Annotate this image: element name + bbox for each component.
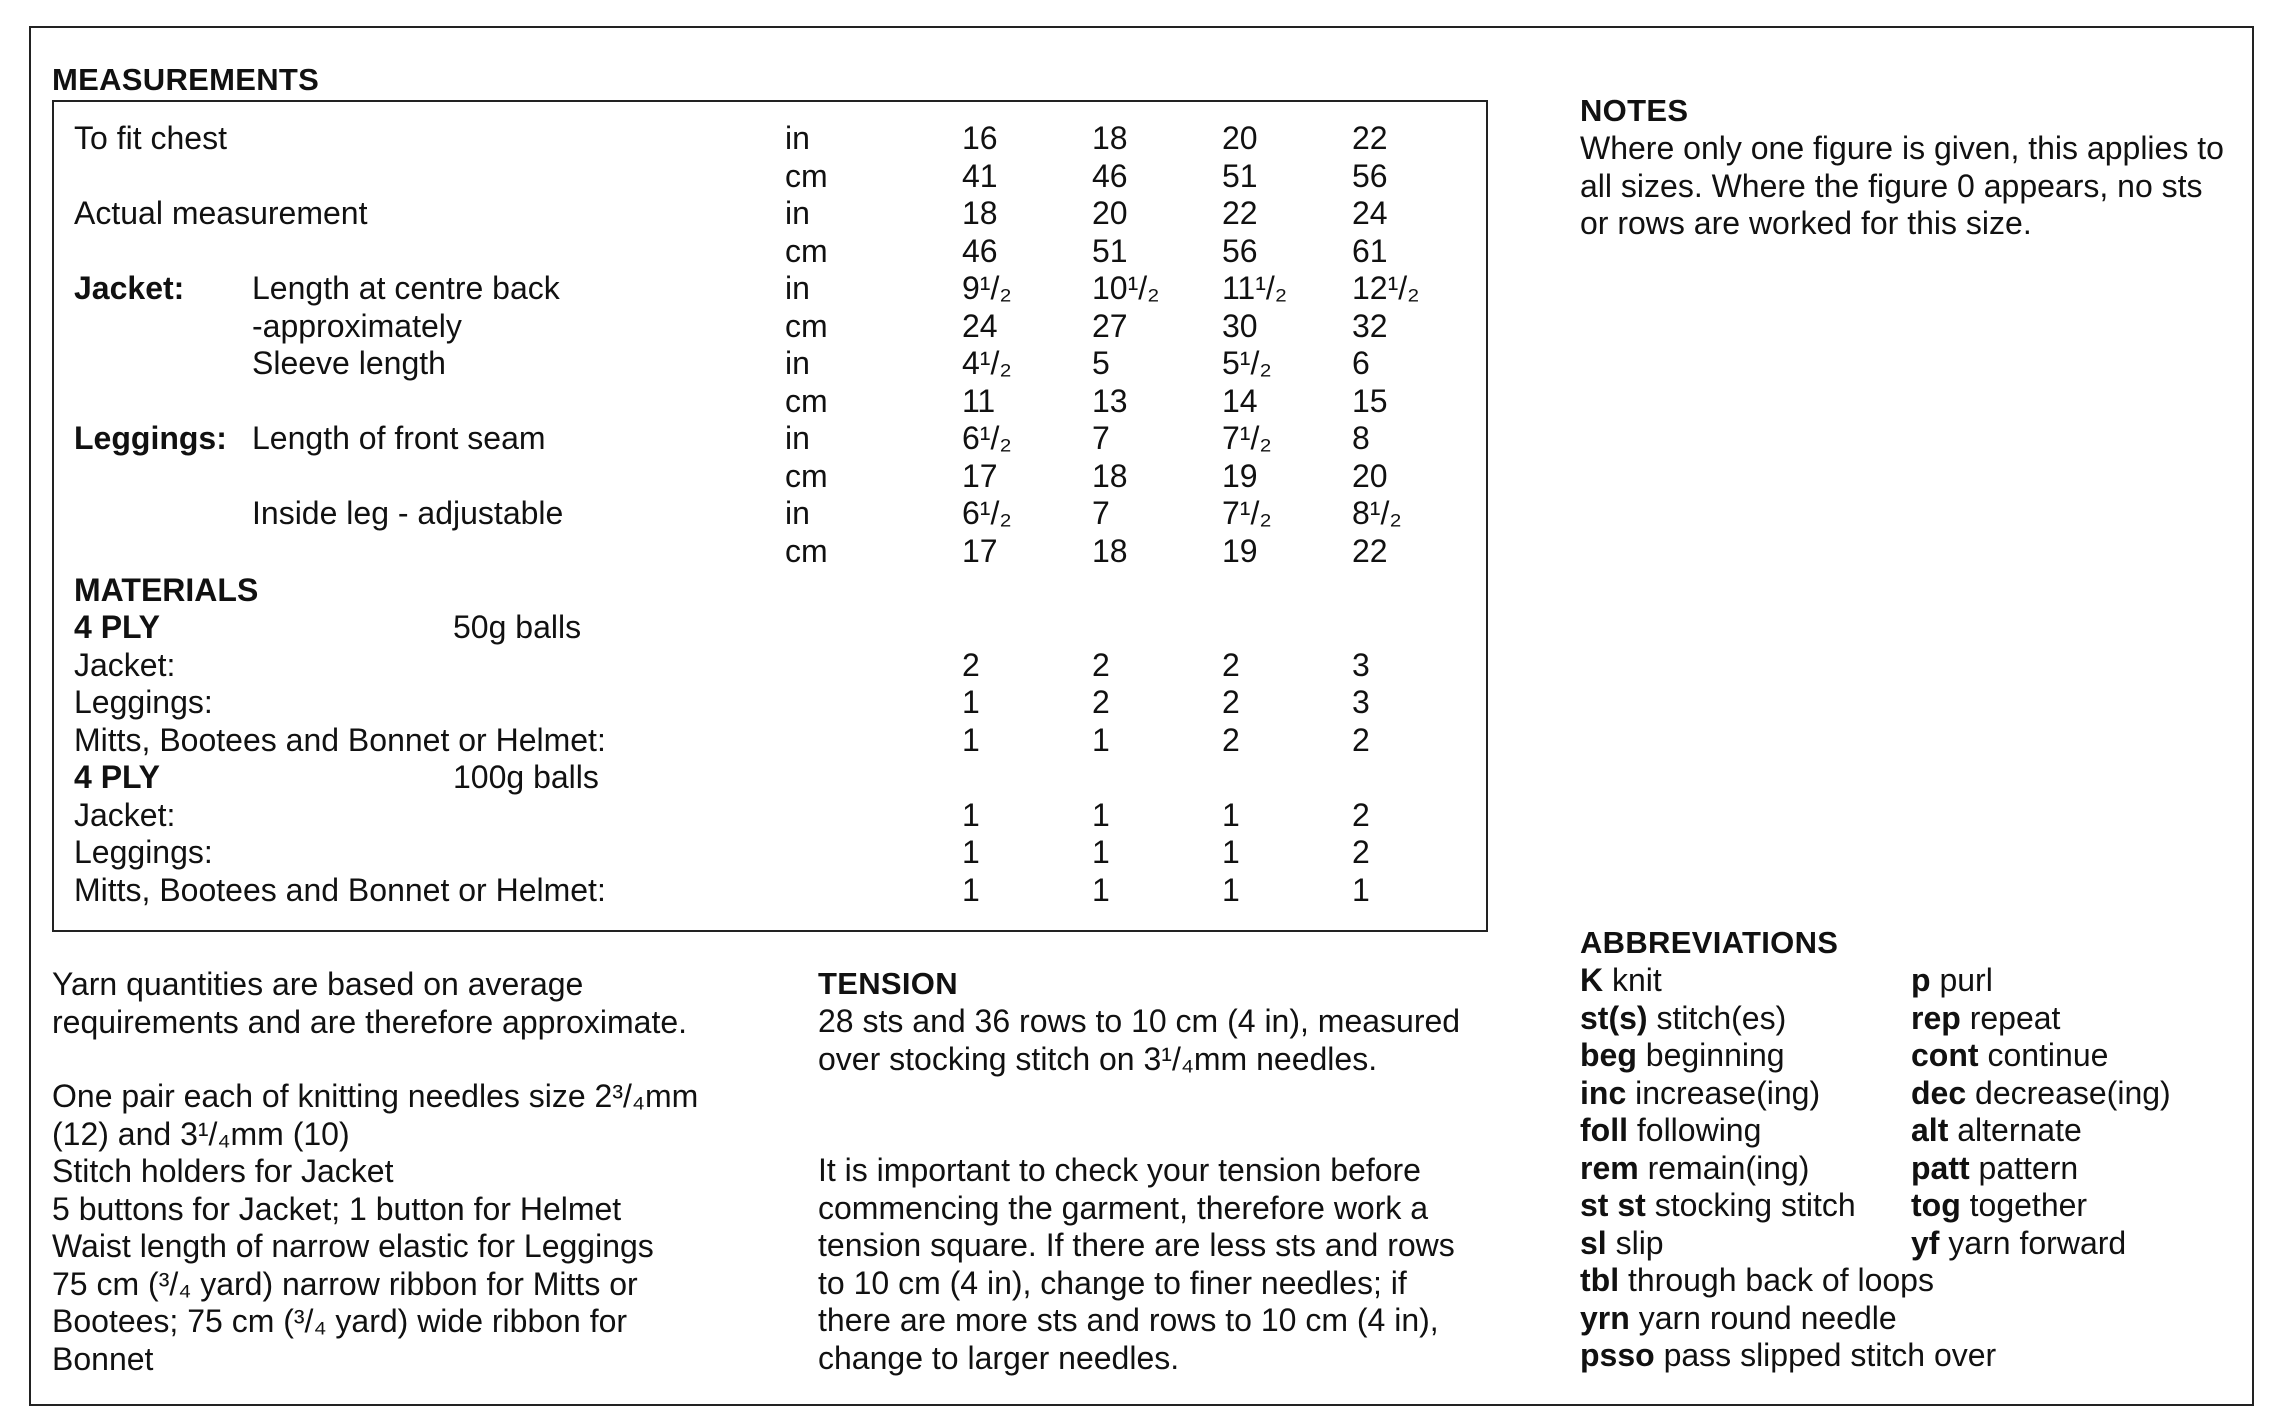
measurement-value: 19 bbox=[1222, 457, 1258, 494]
measurement-value: 19 bbox=[1222, 532, 1258, 569]
equipment-line: Bootees; 75 cm (³/₄ yard) wide ribbon for bbox=[52, 1303, 628, 1339]
abbreviation-term: foll bbox=[1580, 1112, 1628, 1148]
abbreviation-meaning: stitch(es) bbox=[1647, 999, 1787, 1036]
tension-line: 28 sts and 36 rows to 10 cm (4 in), measured bbox=[818, 1003, 1461, 1039]
abbreviation-item bbox=[1911, 1112, 2082, 1150]
material-quantity: 1 bbox=[1092, 721, 1110, 758]
abbreviation-item bbox=[1911, 1225, 2126, 1263]
material-quantity: 1 bbox=[1222, 834, 1240, 870]
abbreviation-item bbox=[1911, 1037, 2108, 1075]
measurement-value: 41 bbox=[962, 157, 998, 194]
measurement-unit: in bbox=[785, 270, 810, 306]
material-quantity: 1 bbox=[962, 796, 980, 833]
abbreviation-meaning: knit bbox=[1603, 962, 1662, 998]
abbreviation-meaning: pattern bbox=[1969, 1149, 2079, 1186]
abbreviation-term: dec bbox=[1911, 1074, 1967, 1111]
abbreviation-term: tbl bbox=[1580, 1262, 1620, 1298]
measurement-value: 7¹/₂ bbox=[1222, 420, 1272, 456]
material-quantity: 1 bbox=[962, 684, 980, 720]
material-quantity: 2 bbox=[1222, 646, 1240, 683]
abbreviation-item bbox=[1911, 962, 1993, 1000]
abbreviation-item bbox=[1580, 1300, 1897, 1338]
abbreviation-term: cont bbox=[1911, 1037, 1979, 1073]
measurement-value: 9¹/₂ bbox=[962, 270, 1012, 306]
measurement-value: 51 bbox=[1222, 157, 1258, 194]
abbreviation-meaning: together bbox=[1960, 1187, 2088, 1223]
measurement-value: 7¹/₂ bbox=[1222, 495, 1272, 531]
measurement-group: Leggings: bbox=[74, 420, 227, 456]
abbreviation-term: psso bbox=[1580, 1337, 1655, 1373]
abbreviation-item bbox=[1580, 962, 1662, 1000]
material-quantity: 1 bbox=[1092, 796, 1110, 833]
abbreviation-item bbox=[1580, 1000, 1786, 1038]
measurement-value: 5 bbox=[1092, 345, 1110, 381]
yarn-type: 4 PLY bbox=[74, 759, 160, 795]
material-quantity: 2 bbox=[1352, 834, 1370, 870]
abbreviation-meaning: slip bbox=[1606, 1224, 1664, 1261]
measurement-value: 8¹/₂ bbox=[1352, 495, 1402, 531]
abbreviation-item bbox=[1911, 1150, 2078, 1188]
measurement-value: 10¹/₂ bbox=[1092, 270, 1160, 306]
measurement-value: 8 bbox=[1352, 420, 1370, 456]
material-quantity: 2 bbox=[1352, 721, 1370, 758]
abbreviation-meaning: alternate bbox=[1948, 1112, 2082, 1148]
measurement-label: Inside leg - adjustable bbox=[252, 495, 564, 531]
tension-check-line: commencing the garment, therefore work a bbox=[818, 1189, 1429, 1226]
equipment-line: Stitch holders for Jacket bbox=[52, 1153, 394, 1189]
measurement-value: 27 bbox=[1092, 307, 1128, 344]
equipment-line: One pair each of knitting needles size 2³/₄mm bbox=[52, 1078, 699, 1114]
material-quantity: 1 bbox=[1352, 871, 1370, 908]
measurement-value: 18 bbox=[1092, 457, 1128, 494]
material-quantity: 1 bbox=[1222, 796, 1240, 833]
measurement-value: 61 bbox=[1352, 232, 1388, 269]
material-label: Leggings: bbox=[74, 834, 213, 870]
material-label: Jacket: bbox=[74, 796, 176, 833]
material-quantity: 3 bbox=[1352, 646, 1370, 683]
measurement-value: 56 bbox=[1352, 157, 1388, 194]
abbreviation-term: yf bbox=[1911, 1224, 1940, 1261]
measurement-value: 12¹/₂ bbox=[1352, 270, 1420, 306]
material-quantity: 2 bbox=[1222, 721, 1240, 758]
abbreviation-meaning: yarn round needle bbox=[1629, 1299, 1897, 1336]
measurement-unit: cm bbox=[785, 532, 828, 569]
measurement-value: 18 bbox=[1092, 532, 1128, 569]
measurement-value: 17 bbox=[962, 457, 998, 494]
tension-check-line: there are more sts and rows to 10 cm (4 in), bbox=[818, 1302, 1439, 1338]
notes-line: or rows are worked for this size. bbox=[1580, 205, 2032, 241]
abbreviation-meaning: pass slipped stitch over bbox=[1654, 1337, 1997, 1373]
material-quantity: 1 bbox=[962, 871, 980, 908]
measurement-value: 6 bbox=[1352, 345, 1370, 381]
abbreviation-item bbox=[1911, 1187, 2087, 1225]
measurement-value: 18 bbox=[1092, 120, 1128, 156]
tension-check-line: change to larger needles. bbox=[818, 1339, 1180, 1376]
equipment-line: Bonnet bbox=[52, 1340, 154, 1377]
tension-line: over stocking stitch on 3¹/₄mm needles. bbox=[818, 1040, 1378, 1077]
notes-line: all sizes. Where the figure 0 appears, no sts bbox=[1580, 167, 2203, 204]
equipment-line: Waist length of narrow elastic for Leggings bbox=[52, 1228, 654, 1264]
abbreviation-meaning: following bbox=[1627, 1112, 1762, 1148]
tension-check-line: to 10 cm (4 in), change to finer needles; if bbox=[818, 1264, 1407, 1301]
material-quantity: 2 bbox=[1092, 646, 1110, 683]
measurement-value: 20 bbox=[1222, 120, 1258, 156]
measurement-unit: cm bbox=[785, 232, 828, 269]
abbreviation-meaning: beginning bbox=[1636, 1037, 1785, 1073]
measurement-label: Length of front seam bbox=[252, 420, 546, 456]
abbreviation-meaning: remain(ing) bbox=[1638, 1149, 1810, 1186]
measurement-label: Actual measurement bbox=[74, 195, 368, 231]
measurement-value: 56 bbox=[1222, 232, 1258, 269]
material-quantity: 2 bbox=[1092, 684, 1110, 720]
abbreviation-item bbox=[1580, 1337, 1996, 1375]
abbreviation-term: st(s) bbox=[1580, 999, 1648, 1036]
abbreviation-term: alt bbox=[1911, 1112, 1949, 1148]
abbreviation-item bbox=[1911, 1075, 2171, 1113]
measurement-unit: cm bbox=[785, 307, 828, 344]
equipment-line: (12) and 3¹/₄mm (10) bbox=[52, 1115, 350, 1152]
measurement-value: 7 bbox=[1092, 420, 1110, 456]
abbreviation-item bbox=[1580, 1187, 1856, 1225]
materials-title: MATERIALS bbox=[74, 572, 259, 608]
abbreviation-term: K bbox=[1580, 962, 1604, 998]
measurement-unit: in bbox=[785, 195, 810, 231]
measurement-value: 14 bbox=[1222, 382, 1258, 419]
material-quantity: 2 bbox=[1222, 684, 1240, 720]
abbreviation-item bbox=[1580, 1037, 1785, 1075]
measurement-label: Sleeve length bbox=[252, 345, 446, 381]
measurement-value: 24 bbox=[1352, 195, 1388, 231]
measurement-value: 11¹/₂ bbox=[1222, 270, 1288, 306]
abbreviation-meaning: repeat bbox=[1960, 999, 2061, 1036]
measurement-value: 16 bbox=[962, 120, 998, 156]
measurement-value: 4¹/₂ bbox=[962, 345, 1012, 381]
abbreviation-term: yrn bbox=[1580, 1299, 1630, 1336]
abbreviation-meaning: purl bbox=[1930, 962, 1993, 998]
abbreviation-term: st st bbox=[1580, 1187, 1646, 1223]
yarn-type: 4 PLY bbox=[74, 609, 160, 645]
material-quantity: 1 bbox=[1092, 871, 1110, 908]
material-quantity: 3 bbox=[1352, 684, 1370, 720]
measurement-group: Jacket: bbox=[74, 270, 185, 306]
abbreviation-meaning: continue bbox=[1978, 1037, 2109, 1073]
measurement-unit: in bbox=[785, 495, 810, 531]
abbreviation-term: p bbox=[1911, 962, 1931, 998]
measurement-unit: in bbox=[785, 120, 810, 156]
material-label: Mitts, Bootees and Bonnet or Helmet: bbox=[74, 721, 606, 758]
notes-line: Where only one figure is given, this applies to bbox=[1580, 130, 2224, 166]
material-quantity: 1 bbox=[1222, 871, 1240, 908]
material-quantity: 1 bbox=[962, 834, 980, 870]
abbreviation-item bbox=[1580, 1262, 1934, 1300]
abbreviation-term: patt bbox=[1911, 1149, 1970, 1186]
abbreviation-term: inc bbox=[1580, 1074, 1627, 1111]
measurement-unit: cm bbox=[785, 382, 828, 419]
material-label: Mitts, Bootees and Bonnet or Helmet: bbox=[74, 871, 606, 908]
abbreviation-term: tog bbox=[1911, 1187, 1961, 1223]
measurement-unit: cm bbox=[785, 457, 828, 494]
measurement-value: 24 bbox=[962, 307, 998, 344]
measurement-unit: in bbox=[785, 420, 810, 456]
yarn-note-line: Yarn quantities are based on average bbox=[52, 966, 584, 1002]
measurement-value: 51 bbox=[1092, 232, 1128, 269]
ball-size: 50g balls bbox=[453, 609, 582, 645]
abbreviation-meaning: through back of loops bbox=[1619, 1262, 1934, 1298]
abbreviation-item bbox=[1580, 1150, 1809, 1188]
measurement-value: 5¹/₂ bbox=[1222, 345, 1272, 381]
measurement-value: 7 bbox=[1092, 495, 1110, 531]
measurement-value: 13 bbox=[1092, 382, 1128, 419]
material-quantity: 1 bbox=[962, 721, 980, 758]
material-label: Jacket: bbox=[74, 646, 176, 683]
measurement-value: 6¹/₂ bbox=[962, 420, 1012, 456]
measurement-value: 22 bbox=[1222, 195, 1258, 231]
abbreviation-meaning: stocking stitch bbox=[1645, 1187, 1856, 1223]
measurement-value: 46 bbox=[1092, 157, 1128, 194]
abbreviation-item bbox=[1911, 1000, 2060, 1038]
measurement-label: Length at centre back bbox=[252, 270, 560, 306]
measurements-title: MEASUREMENTS bbox=[52, 62, 320, 97]
tension-check-line: It is important to check your tension before bbox=[818, 1152, 1421, 1188]
abbreviation-term: rem bbox=[1580, 1149, 1639, 1186]
tension-check-line: tension square. If there are less sts and rows bbox=[818, 1227, 1455, 1263]
measurement-value: 30 bbox=[1222, 307, 1258, 344]
measurement-value: 17 bbox=[962, 532, 998, 569]
ball-size: 100g balls bbox=[453, 759, 599, 795]
abbreviation-meaning: increase(ing) bbox=[1626, 1074, 1821, 1111]
tension-title: TENSION bbox=[818, 966, 958, 1001]
measurement-label: -approximately bbox=[252, 307, 462, 344]
measurement-value: 46 bbox=[962, 232, 998, 269]
equipment-line: 75 cm (³/₄ yard) narrow ribbon for Mitts or bbox=[52, 1265, 638, 1302]
measurement-value: 22 bbox=[1352, 532, 1388, 569]
measurement-value: 20 bbox=[1092, 195, 1128, 231]
material-quantity: 1 bbox=[1092, 834, 1110, 870]
abbreviation-meaning: yarn forward bbox=[1939, 1224, 2127, 1261]
measurement-label: To fit chest bbox=[74, 120, 227, 156]
measurement-value: 11 bbox=[962, 382, 996, 419]
measurement-value: 22 bbox=[1352, 120, 1388, 156]
yarn-note-line: requirements and are therefore approximate. bbox=[52, 1003, 688, 1040]
abbreviations-title: ABBREVIATIONS bbox=[1580, 925, 1839, 960]
measurement-value: 32 bbox=[1352, 307, 1388, 344]
measurement-value: 20 bbox=[1352, 457, 1388, 494]
measurement-value: 15 bbox=[1352, 382, 1388, 419]
measurement-value: 6¹/₂ bbox=[962, 495, 1012, 531]
abbreviation-term: rep bbox=[1911, 999, 1961, 1036]
material-quantity: 2 bbox=[1352, 796, 1370, 833]
equipment-line: 5 buttons for Jacket; 1 button for Helmet bbox=[52, 1190, 622, 1227]
notes-title: NOTES bbox=[1580, 93, 1689, 128]
abbreviation-item bbox=[1580, 1075, 1820, 1113]
measurement-value: 18 bbox=[962, 195, 998, 231]
material-quantity: 2 bbox=[962, 646, 980, 683]
abbreviation-term: sl bbox=[1580, 1224, 1607, 1261]
measurement-unit: cm bbox=[785, 157, 828, 194]
abbreviation-item bbox=[1580, 1225, 1664, 1263]
measurement-unit: in bbox=[785, 345, 810, 381]
abbreviation-item bbox=[1580, 1112, 1761, 1150]
material-label: Leggings: bbox=[74, 684, 213, 720]
abbreviation-term: beg bbox=[1580, 1037, 1637, 1073]
abbreviation-meaning: decrease(ing) bbox=[1966, 1074, 2171, 1111]
